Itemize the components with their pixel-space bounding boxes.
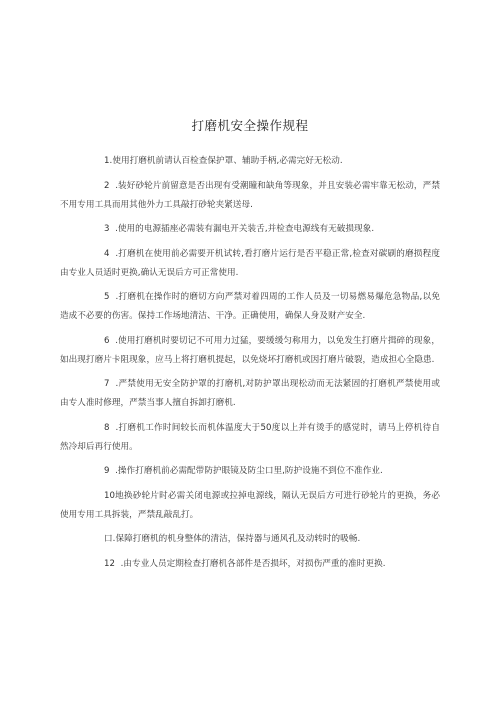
- rule-number: 12: [104, 558, 116, 569]
- rule-number: 4: [104, 248, 110, 259]
- rule-text: .使用打磨机前请认百检查保护罩、辅助手柄,必需完好无松动.: [109, 156, 343, 166]
- rule-item-10: [60, 487, 440, 525]
- rule-text: .操作打磨机前必需配带防护眼镜及防尘口里,防护设施不到位不准作业.: [115, 466, 383, 476]
- rule-text: .使用的电源插座必需装有漏电开关装舌,并检查电源线有无破损现象.: [115, 224, 375, 234]
- rule-text: .保障打磨机的机身整体的清洁，保持器与通风孔及动转时的吸畅.: [112, 534, 361, 544]
- rule-number: 9: [104, 466, 110, 476]
- rule-item-12: [60, 555, 440, 574]
- rule-text: .由专业人员定期检查打磨机各部件是否损坏，对损伤严重的准时更换.: [120, 558, 386, 569]
- rule-text: .打磨机在操作时的磨切方向严禁对着四周的工作人员及一切易燃易爆危急物品,以免造成不必要的伤害。保持工作场地清洁、干净。正确使用，确保人身及财产安全.: [60, 292, 440, 321]
- rule-text: .使用打磨机时要切记不可用力过猛，要缓缓匀称用力，以免发生打磨片揖碎的现象，如出现打磨片卡阻现象，应马上将打磨机提起，以免烧坏打磨机或因打磨片破裂，造成担心全隐患.: [60, 335, 440, 365]
- rule-number: 8: [104, 422, 110, 433]
- rule-text: .打磨机在使用前必需要开机试转,看打磨片运行是否平稳正常,检查对碳刷的磨损程度由专业人员适时更换,确认无误后方可正常使用.: [60, 248, 440, 278]
- document-title: 打磨机安全操作规程: [191, 118, 309, 133]
- rules-list: [60, 152, 440, 579]
- rule-number: 10: [104, 490, 116, 501]
- rule-item-9: [60, 462, 440, 481]
- rule-number: 口: [104, 534, 113, 544]
- rule-item-8: [60, 419, 440, 457]
- rule-number: 1: [104, 156, 110, 166]
- rule-item-6: [60, 332, 440, 370]
- rule-text: .装好砂轮片前留意是否出现有受潮瞳和缺角等现象，并且安装必需牢靠无松动，严禁不用专用工具而用其他外力工具敲打砂轮夹紧送母.: [60, 180, 440, 210]
- rule-item-2: [60, 177, 440, 215]
- rule-number: 2: [104, 180, 110, 191]
- rule-item-1: [60, 152, 440, 171]
- rule-number: 3: [104, 224, 110, 234]
- rule-item-11: [60, 530, 440, 549]
- rule-text: .打磨机工作时间较长而机体温度大于50度以上并有烫手的感觉时，请马上停机待自然冷却后再行使用。: [60, 422, 440, 452]
- rule-item-7: [60, 375, 440, 413]
- rule-item-3: [60, 220, 440, 239]
- rule-text: 地换砂轮片时必需关闭电源或拉掉电源线，隔认无误后方可进行砂轮片的更换，务必使用专用工具拆装，严禁乱敲乱打。: [60, 490, 440, 520]
- rule-text: .严禁使用无安全防护罩的打磨机,对防护罩出现松动而无法紧固的打磨机严禁使用或由专人准时修理，严禁当事人擅自拆卸打磨机.: [60, 379, 440, 408]
- rule-number: 7: [104, 379, 110, 389]
- rule-item-5: [60, 288, 440, 326]
- rule-number: 5: [104, 292, 110, 302]
- rule-number: 6: [104, 335, 110, 346]
- rule-item-4: [60, 245, 440, 283]
